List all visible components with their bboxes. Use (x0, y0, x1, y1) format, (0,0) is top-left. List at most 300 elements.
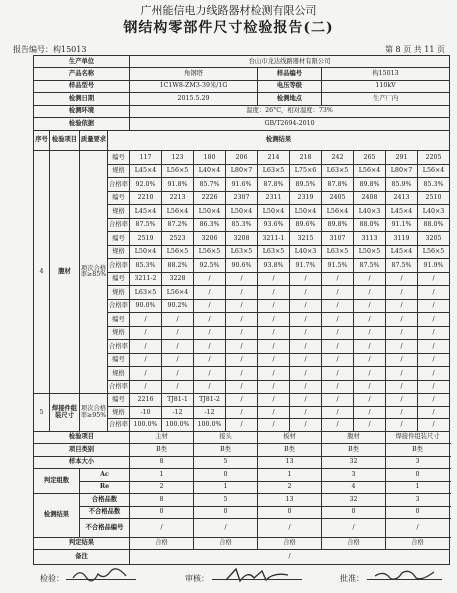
part-cell: 3215 (290, 232, 322, 246)
part-cell: L50×5 (354, 245, 386, 259)
weld-cell: / (258, 394, 290, 406)
weld-cell: / (386, 419, 418, 431)
part-cell: 2405 (322, 191, 354, 205)
part-cell: L63×5 (322, 164, 354, 178)
weld-row-label: 合格率 (108, 419, 130, 431)
weld-cell: / (322, 419, 354, 431)
weld-cell: / (226, 406, 258, 418)
part-cell: L56×5 (162, 245, 194, 259)
weld-cell: 100.0% (130, 419, 162, 431)
part-cell: / (386, 313, 418, 327)
sample-no-value: 构15013 (322, 68, 450, 80)
part-row-label: 规格 (108, 164, 130, 178)
summary-group-label: 检测结果 (34, 494, 80, 538)
remark-label: 备注 (34, 550, 130, 565)
weld-cell: / (258, 419, 290, 431)
part-row-label: 合格率 (108, 299, 130, 313)
part-row-label: 编号 (108, 151, 130, 165)
part-cell: 2226 (194, 191, 226, 205)
date-value: 2015.5.29 (130, 93, 258, 105)
summary-cell: / (194, 519, 258, 538)
part-cell: / (386, 340, 418, 354)
part-cell: / (162, 367, 194, 381)
weld-cell: / (354, 419, 386, 431)
summary-cell: 32 (322, 494, 386, 506)
part-cell: / (226, 272, 258, 286)
summary-cell: / (258, 519, 322, 538)
remark-row (34, 550, 450, 565)
summary-row-re (34, 481, 450, 493)
summary-cell: 8 (130, 494, 194, 506)
summary-cell: 3 (322, 469, 386, 481)
weld-cell: / (290, 419, 322, 431)
summary-cell: 3 (386, 494, 450, 506)
part-row-label: 编号 (108, 353, 130, 367)
reviewer-label: 审核： (185, 574, 209, 583)
part-cell: 265 (354, 151, 386, 165)
part-cell: / (386, 353, 418, 367)
part-row-label: 规格 (108, 286, 130, 300)
part-cell: / (194, 272, 226, 286)
part-cell: / (130, 340, 162, 354)
summary-cell: 合格 (322, 537, 386, 549)
part-cell: 3211-2 (130, 272, 162, 286)
part-cell: 242 (322, 151, 354, 165)
part-item: 腹材 (50, 151, 80, 394)
weld-cell: / (258, 406, 290, 418)
info-row-basis: 检验依据 GB/T2694-2010 (34, 118, 450, 130)
summary-cell: 腹材 (322, 431, 386, 443)
summary-cell: 0 (194, 469, 258, 481)
summary-cell: 13 (258, 494, 322, 506)
part-cell: 87.5% (130, 218, 162, 232)
part-cell: / (194, 313, 226, 327)
part-cell: / (418, 286, 450, 300)
part-cell: 85.7% (194, 178, 226, 192)
part-cell: / (418, 313, 450, 327)
weld-cell: / (226, 394, 258, 406)
part-cell: 85.3% (130, 259, 162, 273)
product-value: 角钢塔 (130, 68, 258, 80)
part-cell: / (322, 340, 354, 354)
summary-cell: 板材 (258, 431, 322, 443)
weld-cell: -12 (162, 406, 194, 418)
summary-cell: 4 (322, 481, 386, 493)
part-cell: L45×4 (386, 205, 418, 219)
summary-label: 判定结果 (34, 537, 130, 549)
part-cell: 91.9% (418, 259, 450, 273)
part-cell: 85.9% (386, 178, 418, 192)
part-cell: / (322, 380, 354, 394)
part-cell: 91.6% (226, 178, 258, 192)
part-cell: L56×4 (418, 164, 450, 178)
part-row-label: 规格 (108, 367, 130, 381)
summary-row-verdicts (34, 537, 450, 549)
part-cell: 2210 (130, 191, 162, 205)
part-cell: / (290, 367, 322, 381)
part-row-label: 合格率 (108, 380, 130, 394)
part-cell: / (194, 380, 226, 394)
part-row-label: 编号 (108, 191, 130, 205)
part-cell: / (290, 272, 322, 286)
weld-cell: / (322, 406, 354, 418)
part-cell: L63×5 (258, 164, 290, 178)
part-cell: / (226, 380, 258, 394)
part-cell: / (130, 353, 162, 367)
part-cell: L45×4 (130, 205, 162, 219)
part-cell: 2213 (162, 191, 194, 205)
approver-signature-icon (372, 566, 437, 584)
part-cell: / (386, 286, 418, 300)
weld-cell: -10 (130, 406, 162, 418)
summary-row-samples (34, 456, 450, 468)
model-value: 1C1W8-ZM3-39米/1G (130, 80, 258, 92)
part-cell: 2510 (418, 191, 450, 205)
part-row-label: 规格 (108, 245, 130, 259)
part-cell: 3206 (194, 232, 226, 246)
part-cell: / (418, 353, 450, 367)
part-cell: 2311 (258, 191, 290, 205)
part-cell: 87.8% (322, 178, 354, 192)
weld-cell: / (386, 394, 418, 406)
info-row-product: 产品名称 角钢塔 样品编号 构15013 (34, 68, 450, 80)
weld-cell: / (386, 406, 418, 418)
part-row-label: 合格率 (108, 218, 130, 232)
part-cell: / (162, 326, 194, 340)
part-cell: L50×4 (258, 205, 290, 219)
summary-row-cats (34, 431, 450, 443)
summary-cell: / (386, 519, 450, 538)
part-cell: / (258, 299, 290, 313)
part-cell: / (194, 367, 226, 381)
part-row (34, 151, 450, 165)
part-cell: 91.5% (322, 259, 354, 273)
part-cell: 3205 (418, 232, 450, 246)
part-cell: 90.0% (130, 299, 162, 313)
part-cell: L63×5 (130, 286, 162, 300)
weld-cell: 100.0% (162, 419, 194, 431)
part-cell: 214 (258, 151, 290, 165)
part-cell: L50×4 (130, 245, 162, 259)
part-cell: 180 (194, 151, 226, 165)
part-cell: 3113 (354, 232, 386, 246)
report-title: 钢结构零部件尺寸检验报告(二) (123, 20, 334, 36)
summary-row-pass (34, 494, 450, 506)
part-cell: 2519 (130, 232, 162, 246)
part-cell: L50×4 (194, 205, 226, 219)
inspector-label: 检验： (40, 574, 64, 583)
part-cell: / (226, 367, 258, 381)
summary-cell: 0 (386, 469, 450, 481)
part-cell: 91.7% (290, 259, 322, 273)
part-cell: / (322, 286, 354, 300)
part-row-label: 编号 (108, 232, 130, 246)
part-cell: / (162, 313, 194, 327)
weld-row (34, 394, 450, 406)
part-cell: L56×5 (418, 245, 450, 259)
part-cell: / (130, 367, 162, 381)
part-cell: 3228 (162, 272, 194, 286)
part-cell: 93.6% (258, 218, 290, 232)
part-cell: 91.1% (386, 218, 418, 232)
part-cell: / (258, 313, 290, 327)
summary-cell: 合格 (130, 537, 194, 549)
summary-cell: B类 (386, 444, 450, 456)
info-row-maker: 生产单位 台山市龙达线路器材有限公司 (34, 56, 450, 68)
summary-group-label: 判定组数 (34, 469, 80, 494)
part-cell: / (386, 326, 418, 340)
weld-cell: / (418, 406, 450, 418)
part-cell: / (226, 326, 258, 340)
part-cell: / (354, 286, 386, 300)
part-cell: / (130, 380, 162, 394)
part-cell: 89.6% (290, 218, 322, 232)
summary-cell: 合格 (386, 537, 450, 549)
part-cell: / (322, 326, 354, 340)
part-cell: / (290, 299, 322, 313)
summary-cell: 2 (130, 481, 194, 493)
summary-cell: 5 (194, 494, 258, 506)
part-cell: 2523 (162, 232, 194, 246)
part-cell: L45×4 (130, 164, 162, 178)
summary-cell: 13 (258, 456, 322, 468)
part-cell: / (418, 380, 450, 394)
part-cell: L56×4 (322, 205, 354, 219)
part-cell: 123 (162, 151, 194, 165)
part-cell: L45×4 (386, 245, 418, 259)
col-result: 检测结果 (108, 130, 450, 151)
part-cell: / (162, 380, 194, 394)
part-cell: / (418, 340, 450, 354)
part-cell: 2307 (226, 191, 258, 205)
summary-cell: 0 (130, 506, 194, 518)
column-header-row (34, 130, 450, 151)
weld-req: 项次合格率≥95% (80, 394, 108, 431)
part-cell: / (354, 367, 386, 381)
part-cell: L40×3 (418, 205, 450, 219)
summary-cell: 3 (386, 456, 450, 468)
part-cell: / (194, 340, 226, 354)
part-cell: 90.6% (226, 259, 258, 273)
part-cell: / (226, 286, 258, 300)
part-cell: / (354, 380, 386, 394)
summary-cell: B类 (194, 444, 258, 456)
part-cell: L63×5 (258, 245, 290, 259)
part-cell: 89.8% (322, 218, 354, 232)
part-cell: 2319 (290, 191, 322, 205)
part-cell: / (226, 340, 258, 354)
part-cell: 85.3% (226, 218, 258, 232)
part-cell: / (226, 313, 258, 327)
summary-sublabel: Re (80, 481, 130, 493)
info-row-env: 检测环境 温度：26°C，相对湿度：73% (34, 105, 450, 117)
inspector-signature-icon (70, 566, 130, 584)
part-cell: 2205 (418, 151, 450, 165)
env-value: 温度：26°C，相对湿度：73% (130, 105, 450, 117)
part-cell: / (162, 340, 194, 354)
col-seq: 序号 (34, 130, 50, 151)
part-cell: / (194, 286, 226, 300)
weld-cell: TJ81-2 (194, 394, 226, 406)
part-cell: / (322, 353, 354, 367)
part-cell: / (258, 326, 290, 340)
part-cell: / (386, 380, 418, 394)
part-cell: L50×4 (290, 205, 322, 219)
part-cell: / (290, 380, 322, 394)
part-cell: / (258, 380, 290, 394)
summary-cell: / (322, 519, 386, 538)
part-cell: / (226, 299, 258, 313)
summary-sublabel: Ac (80, 469, 130, 481)
summary-cell: 1 (258, 469, 322, 481)
part-cell: / (322, 299, 354, 313)
summary-sublabel: 不合格品编号 (80, 519, 130, 538)
summary-cell: B类 (130, 444, 194, 456)
approver-label: 批准： (340, 574, 364, 583)
part-cell: 92.0% (130, 178, 162, 192)
part-cell: / (258, 286, 290, 300)
weld-cell: 100.0% (194, 419, 226, 431)
part-seq: 4 (34, 151, 50, 394)
part-cell: L56×5 (194, 245, 226, 259)
part-cell: / (418, 326, 450, 340)
part-cell: L40×3 (354, 205, 386, 219)
part-cell: 85.3% (418, 178, 450, 192)
part-cell: 218 (290, 151, 322, 165)
part-row-label: 规格 (108, 326, 130, 340)
part-cell: 87.5% (386, 259, 418, 273)
part-cell: 3107 (322, 232, 354, 246)
weld-item: 焊接件组装尺寸 (50, 394, 80, 431)
summary-cell: 32 (322, 456, 386, 468)
summary-cell: 合格 (258, 537, 322, 549)
part-cell: L80×7 (386, 164, 418, 178)
part-cell: / (354, 353, 386, 367)
summary-cell: 1 (130, 469, 194, 481)
part-cell: 89.8% (354, 178, 386, 192)
info-row-model: 样品型号 1C1W8-ZM3-39米/1G 电压等级 110kV (34, 80, 450, 92)
part-cell: / (290, 326, 322, 340)
part-cell: / (194, 299, 226, 313)
part-cell: / (322, 313, 354, 327)
weld-row-label: 编号 (108, 394, 130, 406)
part-cell: / (130, 326, 162, 340)
summary-cell: 焊接件组装尺寸 (386, 431, 450, 443)
place-value: 生产厂内 (322, 93, 450, 105)
summary-label: 样本大小 (34, 456, 130, 468)
part-row-label: 合格率 (108, 340, 130, 354)
maker-value: 台山市龙达线路器材有限公司 (130, 56, 450, 68)
weld-cell: 2216 (130, 394, 162, 406)
summary-row-fail (34, 506, 450, 518)
part-cell: L40×4 (194, 164, 226, 178)
weld-cell: / (290, 406, 322, 418)
part-cell: / (354, 272, 386, 286)
weld-cell: / (354, 394, 386, 406)
part-cell: / (386, 367, 418, 381)
part-cell: / (354, 326, 386, 340)
part-cell: / (194, 326, 226, 340)
part-cell: 89.5% (290, 178, 322, 192)
summary-cell: 0 (194, 506, 258, 518)
summary-cell: 1 (194, 481, 258, 493)
part-cell: / (354, 340, 386, 354)
summary-cell: 2 (258, 481, 322, 493)
summary-cell: 合格 (194, 537, 258, 549)
part-cell: 87.8% (258, 178, 290, 192)
org-name: 广州能信电力线路器材检测有限公司 (140, 4, 317, 17)
summary-cell: 1 (386, 481, 450, 493)
part-req: 项次合格率≥85% (80, 151, 108, 394)
summary-row-ac (34, 469, 450, 481)
basis-value: GB/T2694-2010 (130, 118, 450, 130)
summary-cell: 0 (258, 506, 322, 518)
part-cell: / (258, 272, 290, 286)
part-cell: L80×7 (226, 164, 258, 178)
part-cell: 92.5% (194, 259, 226, 273)
summary-cell: 0 (386, 506, 450, 518)
info-row-date: 检测日期 2015.5.29 检测地点 生产厂内 (34, 93, 450, 105)
part-cell: / (258, 353, 290, 367)
col-item: 检验项目 (50, 130, 80, 151)
part-cell: L56×5 (162, 164, 194, 178)
part-cell: 88.0% (418, 218, 450, 232)
summary-row-classes (34, 444, 450, 456)
part-row-label: 编号 (108, 272, 130, 286)
reviewer-signature-icon (222, 566, 292, 584)
part-cell: 93.8% (258, 259, 290, 273)
part-cell: / (290, 353, 322, 367)
summary-sublabel: 合格品数 (80, 494, 130, 506)
part-cell: L63×5 (226, 245, 258, 259)
part-cell: 2413 (386, 191, 418, 205)
part-cell: 117 (130, 151, 162, 165)
col-req: 质量要求 (80, 130, 108, 151)
part-cell: / (418, 299, 450, 313)
part-cell: 3119 (386, 232, 418, 246)
part-cell: 291 (386, 151, 418, 165)
part-row-label: 合格率 (108, 178, 130, 192)
summary-cell: 接头 (194, 431, 258, 443)
weld-cell: / (418, 394, 450, 406)
summary-cell: 8 (130, 456, 194, 468)
summary-cell: / (130, 519, 194, 538)
part-cell: L40×3 (290, 245, 322, 259)
summary-cell: 主材 (130, 431, 194, 443)
part-cell: 3211-1 (258, 232, 290, 246)
part-cell: / (418, 272, 450, 286)
part-cell: 90.2% (162, 299, 194, 313)
weld-cell: / (290, 394, 322, 406)
part-cell: 88.0% (354, 218, 386, 232)
part-cell: / (418, 367, 450, 381)
summary-label: 检验项目 (34, 431, 130, 443)
part-cell: / (290, 313, 322, 327)
part-row-label: 合格率 (108, 259, 130, 273)
weld-cell: / (226, 419, 258, 431)
part-cell: / (226, 353, 258, 367)
weld-cell: / (322, 394, 354, 406)
summary-cell: B类 (258, 444, 322, 456)
part-cell: 206 (226, 151, 258, 165)
part-cell: 91.8% (162, 178, 194, 192)
part-cell: 86.3% (194, 218, 226, 232)
part-cell: / (322, 367, 354, 381)
weld-cell: -12 (194, 406, 226, 418)
report-number: 报告编号：构15013 (13, 45, 87, 54)
part-cell: L63×5 (322, 245, 354, 259)
part-cell: / (386, 299, 418, 313)
